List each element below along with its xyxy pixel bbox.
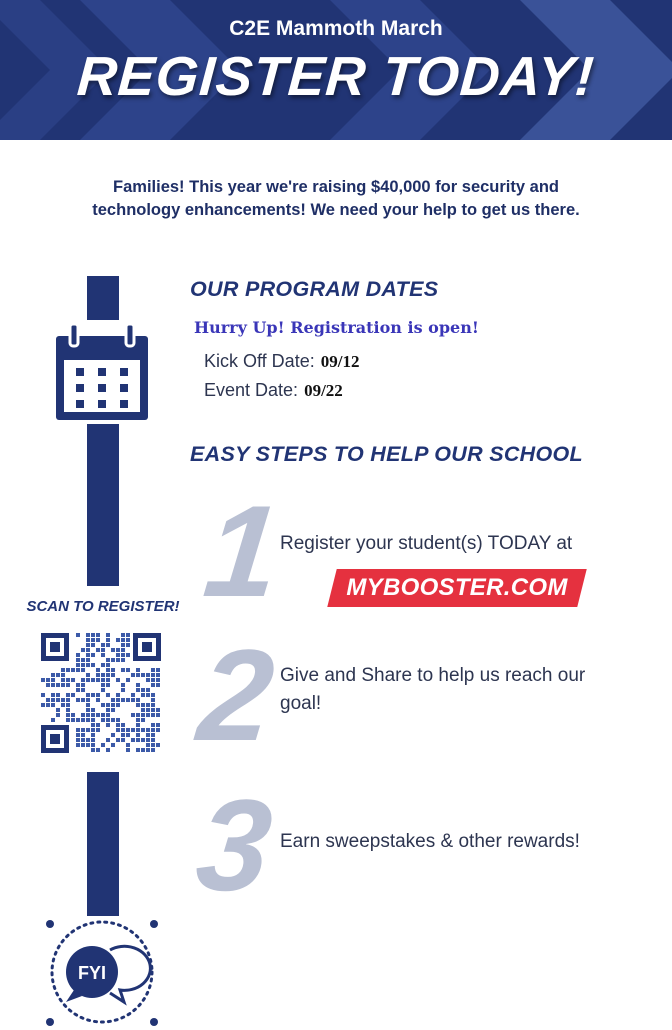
- program-dates-heading: OUR PROGRAM DATES: [190, 277, 439, 301]
- mybooster-link[interactable]: MYBOOSTER.COM: [346, 574, 568, 601]
- event-name: C2E Mammoth March: [229, 17, 443, 40]
- registration-open-notice: Hurry Up! Registration is open!: [194, 318, 479, 337]
- calendar-icon: [52, 320, 152, 424]
- easy-steps-heading: EASY STEPS TO HELP OUR SCHOOL: [190, 442, 583, 466]
- step-3-number: 3: [190, 772, 278, 918]
- page-title: REGISTER TODAY!: [75, 45, 597, 107]
- kickoff-date-label: Kick Off Date:: [204, 351, 315, 371]
- step-2-number: 2: [192, 622, 280, 768]
- step-1-text: Register your student(s) TODAY at: [280, 533, 573, 554]
- scan-to-register-label: SCAN TO REGISTER!: [26, 598, 180, 615]
- fyi-badge: [44, 914, 160, 1030]
- event-date-row: [204, 380, 343, 401]
- kickoff-date-value: 09/12: [320, 352, 360, 371]
- event-date-value: 09/22: [304, 381, 343, 400]
- fyi-label: FYI: [77, 963, 107, 983]
- timeline-bar-bottom: [87, 772, 119, 916]
- chat-bubble-icon: [44, 914, 160, 1030]
- intro-paragraph: Families! This year we're raising $40,000 for security and technology enhancements! We need your help to get us there.: [92, 178, 580, 219]
- kickoff-date-row: [204, 351, 359, 372]
- event-date-label: Event Date:: [204, 380, 299, 400]
- qr-code-icon[interactable]: [41, 633, 161, 753]
- step-1-number: 1: [198, 478, 286, 624]
- step-2-text: Give and Share to help us reach our goal!: [280, 665, 586, 714]
- header-banner: [0, 0, 672, 140]
- step-3-text: Earn sweepstakes & other rewards!: [280, 831, 580, 852]
